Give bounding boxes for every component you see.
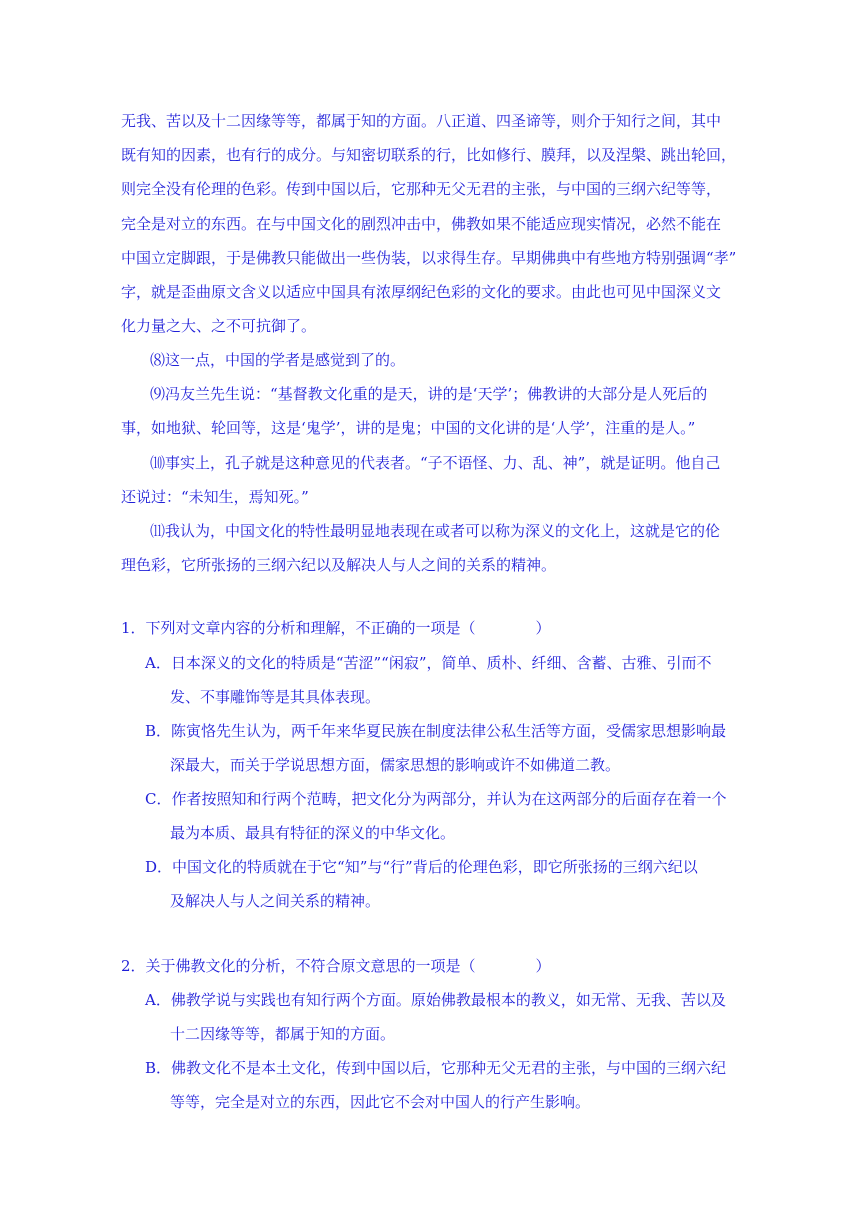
question-2-title: 2．关于佛教文化的分析，不符合原文意思的一项是（ ） [121, 957, 551, 975]
passage-line: 完全是对立的东西。在与中国文化的剧烈冲击中，佛教如果不能适应现实情况，必然不能在 [121, 215, 722, 233]
paragraph-10-line-1: ⑽事实上，孔子就是这种意见的代表者。“子不语怪、力、乱、神”，就是证明。他自己 [150, 454, 721, 472]
question-1-option-a: A．日本深义的文化的特质是“苦涩”“闲寂”，简单、质朴、纤细、含蓄、古雅、引而不 [145, 654, 712, 672]
question-2-option-b-cont: 等等，完全是对立的东西，因此它不会对中国人的行产生影响。 [170, 1093, 591, 1111]
paragraph-9-line-2: 事，如地狱、轮回等，这是‘鬼学’，讲的是鬼；中国的文化讲的是‘人学’，注重的是人。” [121, 419, 696, 437]
paragraph-11-line-2: 理色彩，它所张扬的三纲六纪以及解决人与人之间的关系的精神。 [121, 556, 557, 574]
question-1-option-c-cont: 最为本质、最具有特征的深义的中华文化。 [170, 824, 456, 842]
paragraph-8: ⑻这一点，中国的学者是感觉到了的。 [150, 351, 406, 369]
question-1-option-d-cont: 及解决人与人之间关系的精神。 [170, 892, 381, 910]
passage-line: 化力量之大、之不可抗御了。 [121, 317, 317, 335]
passage-line: 无我、苦以及十二因缘等等，都属于知的方面。八正道、四圣谛等，则介于知行之间，其中 [121, 112, 722, 130]
question-1-option-a-cont: 发、不事雕饰等是其具体表现。 [170, 688, 381, 706]
question-1-title: 1．下列对文章内容的分析和理解，不正确的一项是（ ） [121, 619, 551, 637]
passage-line: 字，就是歪曲原文含义以适应中国具有浓厚纲纪色彩的文化的要求。由此也可见中国深义文 [121, 283, 722, 301]
question-1-option-d: D．中国文化的特质就在于它“知”与“行”背后的伦理色彩，即它所张扬的三纲六纪以 [145, 858, 698, 876]
passage-line: 中国立定脚跟，于是佛教只能做出一些伪装，以求得生存。早期佛典中有些地方特别强调“孝” [121, 249, 737, 267]
question-1-option-c: C．作者按照知和行两个范畴，把文化分为两部分，并认为在这两部分的后面存在着一个 [145, 790, 727, 808]
question-1-option-b: B．陈寅恪先生认为，两千年来华夏民族在制度法律公私生活等方面，受儒家思想影响最 [145, 722, 727, 740]
paragraph-10-line-2: 还说过：“未知生，焉知死。” [121, 488, 309, 506]
paragraph-11-line-1: ⑾我认为，中国文化的特性最明显地表现在或者可以称为深义的文化上，这就是它的伦 [150, 522, 721, 540]
question-2-option-a: A．佛教学说与实践也有知行两个方面。原始佛教最根本的教义，如无常、无我、苦以及 [145, 991, 726, 1009]
question-2-option-a-cont: 十二因缘等等，都属于知的方面。 [170, 1025, 396, 1043]
question-1-option-b-cont: 深最大，而关于学说思想方面，儒家思想的影响或许不如佛道二教。 [170, 756, 621, 774]
passage-line: 则完全没有伦理的色彩。传到中国以后，它那种无父无君的主张，与中国的三纲六纪等等， [121, 180, 722, 198]
paragraph-9-line-1: ⑼冯友兰先生说：“基督教文化重的是天，讲的是‘天学’；佛教讲的大部分是人死后的 [150, 385, 708, 403]
question-2-option-b: B．佛教文化不是本土文化，传到中国以后，它那种无父无君的主张，与中国的三纲六纪 [145, 1059, 727, 1077]
passage-line: 既有知的因素，也有行的成分。与知密切联系的行，比如修行、膜拜，以及涅槃、跳出轮回， [121, 146, 737, 164]
